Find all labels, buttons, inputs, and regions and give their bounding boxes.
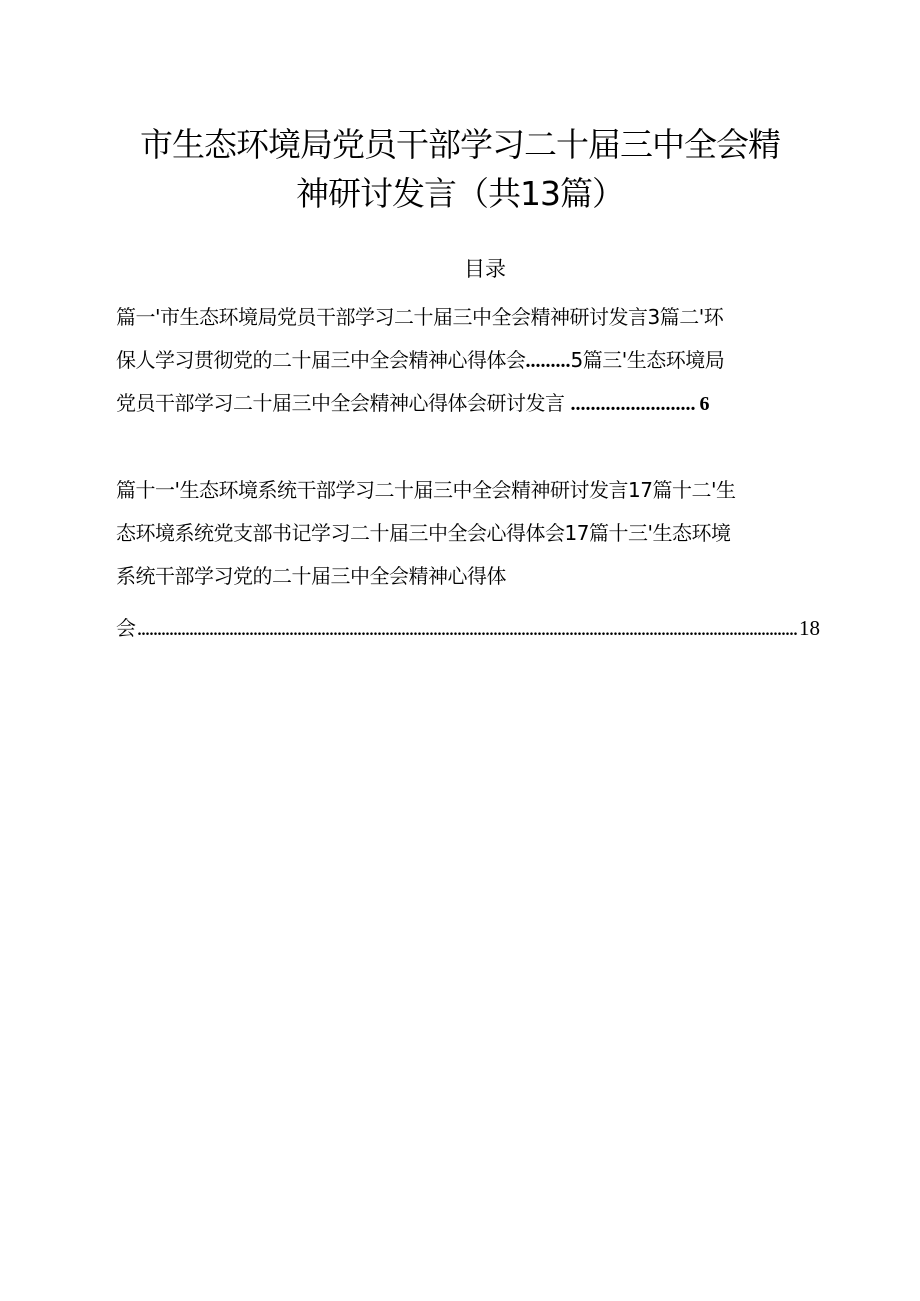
toc-line-7[interactable] <box>116 611 820 648</box>
toc-line-4[interactable] <box>116 473 735 507</box>
toc-line-7-text: 会 <box>116 616 136 640</box>
toc-heading: 目录 <box>464 257 506 281</box>
toc-line-7-page-number: 18 <box>799 616 820 640</box>
toc-line-5[interactable] <box>116 516 730 550</box>
toc-line-3-leader: ......................... <box>570 393 696 415</box>
toc-line-7-leader-dots <box>138 614 798 648</box>
document-title-line-2: 神研讨发言（共13篇） <box>296 174 624 213</box>
toc-line-4-text: 篇十一'生态环境系统干部学习二十届三中全会精神研讨发言17篇十二'生 <box>116 478 736 502</box>
toc-line-2-text: 保人学习贯彻党的二十届三中全会精神心得体会 <box>116 348 526 372</box>
toc-line-2[interactable] <box>116 343 724 378</box>
toc-line-2-leader: ......... <box>525 350 571 372</box>
toc-line-3-page-number: 6 <box>699 393 710 415</box>
toc-line-1-text: 篇一'市生态环境局党员干部学习二十届三中全会精神研讨发言3篇二'环 <box>116 305 724 329</box>
toc-line-5-text: 态环境系统党支部书记学习二十届三中全会心得体会17篇十三'生态环境 <box>116 521 731 545</box>
toc-line-2-tail: 5篇三'生态环境局 <box>570 348 725 372</box>
document-title-line-1: 市生态环境局党员干部学习二十届三中全会精 <box>140 125 780 164</box>
toc-line-3[interactable] <box>116 386 710 421</box>
toc-line-6-text: 系统干部学习党的二十届三中全会精神心得体 <box>116 564 506 588</box>
toc-line-1[interactable] <box>116 300 723 334</box>
toc-line-6[interactable] <box>116 559 506 593</box>
toc-line-3-text: 党员干部学习二十届三中全会精神心得体会研讨发言 <box>116 391 565 415</box>
